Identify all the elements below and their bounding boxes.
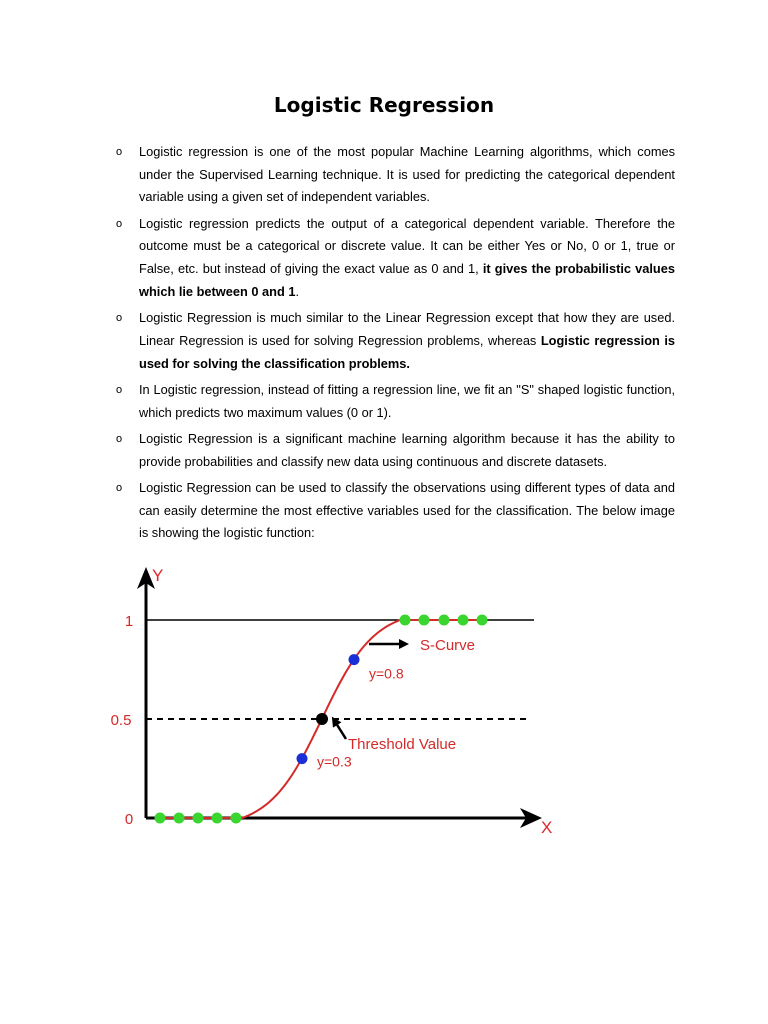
data-point-one — [419, 615, 430, 626]
bullet-item: o Logistic regression is one of the most popular Machine Learning algorithms, which comes under the Supervised Learning technique. It is used for predicting the categorical dependent variable using a given set of independent variables. — [0, 141, 675, 209]
y-tick-label: 1 — [124, 613, 134, 630]
highlighted-point — [297, 753, 308, 764]
data-point-zero — [231, 813, 242, 824]
threshold-point — [316, 713, 328, 725]
logistic-chart — [0, 555, 600, 855]
bullet-item: o Logistic regression predicts the output of a categorical dependent variable. Therefore the outcome must be a categorical or discrete value. It can be either Yes or No, 0 or 1, true or False, etc. but instead of giving the exact value as 0 and 1, it gives the probabilistic values which lie between 0 and 1. — [0, 213, 675, 304]
highlighted-point-label: y=0.3 — [317, 753, 352, 770]
data-point-zero — [212, 813, 223, 824]
s-curve-label: S-Curve — [420, 637, 476, 654]
data-point-one — [458, 615, 469, 626]
bullet-item: o In Logistic regression, instead of fitting a regression line, we fit an "S" shaped logistic function, which predicts two maximum values (0 or 1). — [0, 379, 675, 424]
data-point-zero — [155, 813, 166, 824]
bullet-list — [0, 141, 768, 549]
y-axis-label: Y — [152, 566, 164, 585]
data-point-one — [477, 615, 488, 626]
threshold-arrow-icon — [334, 720, 346, 739]
bullet-item: o Logistic Regression is much similar to the Linear Regression except that how they are used. Linear Regression is used for solving Regression problems, whereas Logistic regression is used for solving the classification problems. — [0, 307, 675, 375]
page-title: Logistic Regression — [273, 93, 495, 117]
data-point-zero — [193, 813, 204, 824]
x-axis-label: X — [541, 818, 553, 837]
threshold-label: Threshold Value — [348, 736, 457, 753]
bullet-item: o Logistic Regression can be used to classify the observations using different types of data and can easily determine the most effective variables used for the classification. The below image is showing the logistic function: — [0, 477, 675, 545]
highlighted-point-label: y=0.8 — [369, 665, 404, 682]
highlighted-point — [349, 654, 360, 665]
data-point-one — [439, 615, 450, 626]
data-point-one — [400, 615, 411, 626]
bullet-item: o Logistic Regression is a significant machine learning algorithm because it has the ability to provide probabilities and classify new data using continuous and discrete datasets. — [0, 428, 675, 473]
data-point-zero — [174, 813, 185, 824]
y-tick-label: 0 — [124, 811, 134, 828]
y-tick-label: 0.5 — [110, 712, 132, 729]
